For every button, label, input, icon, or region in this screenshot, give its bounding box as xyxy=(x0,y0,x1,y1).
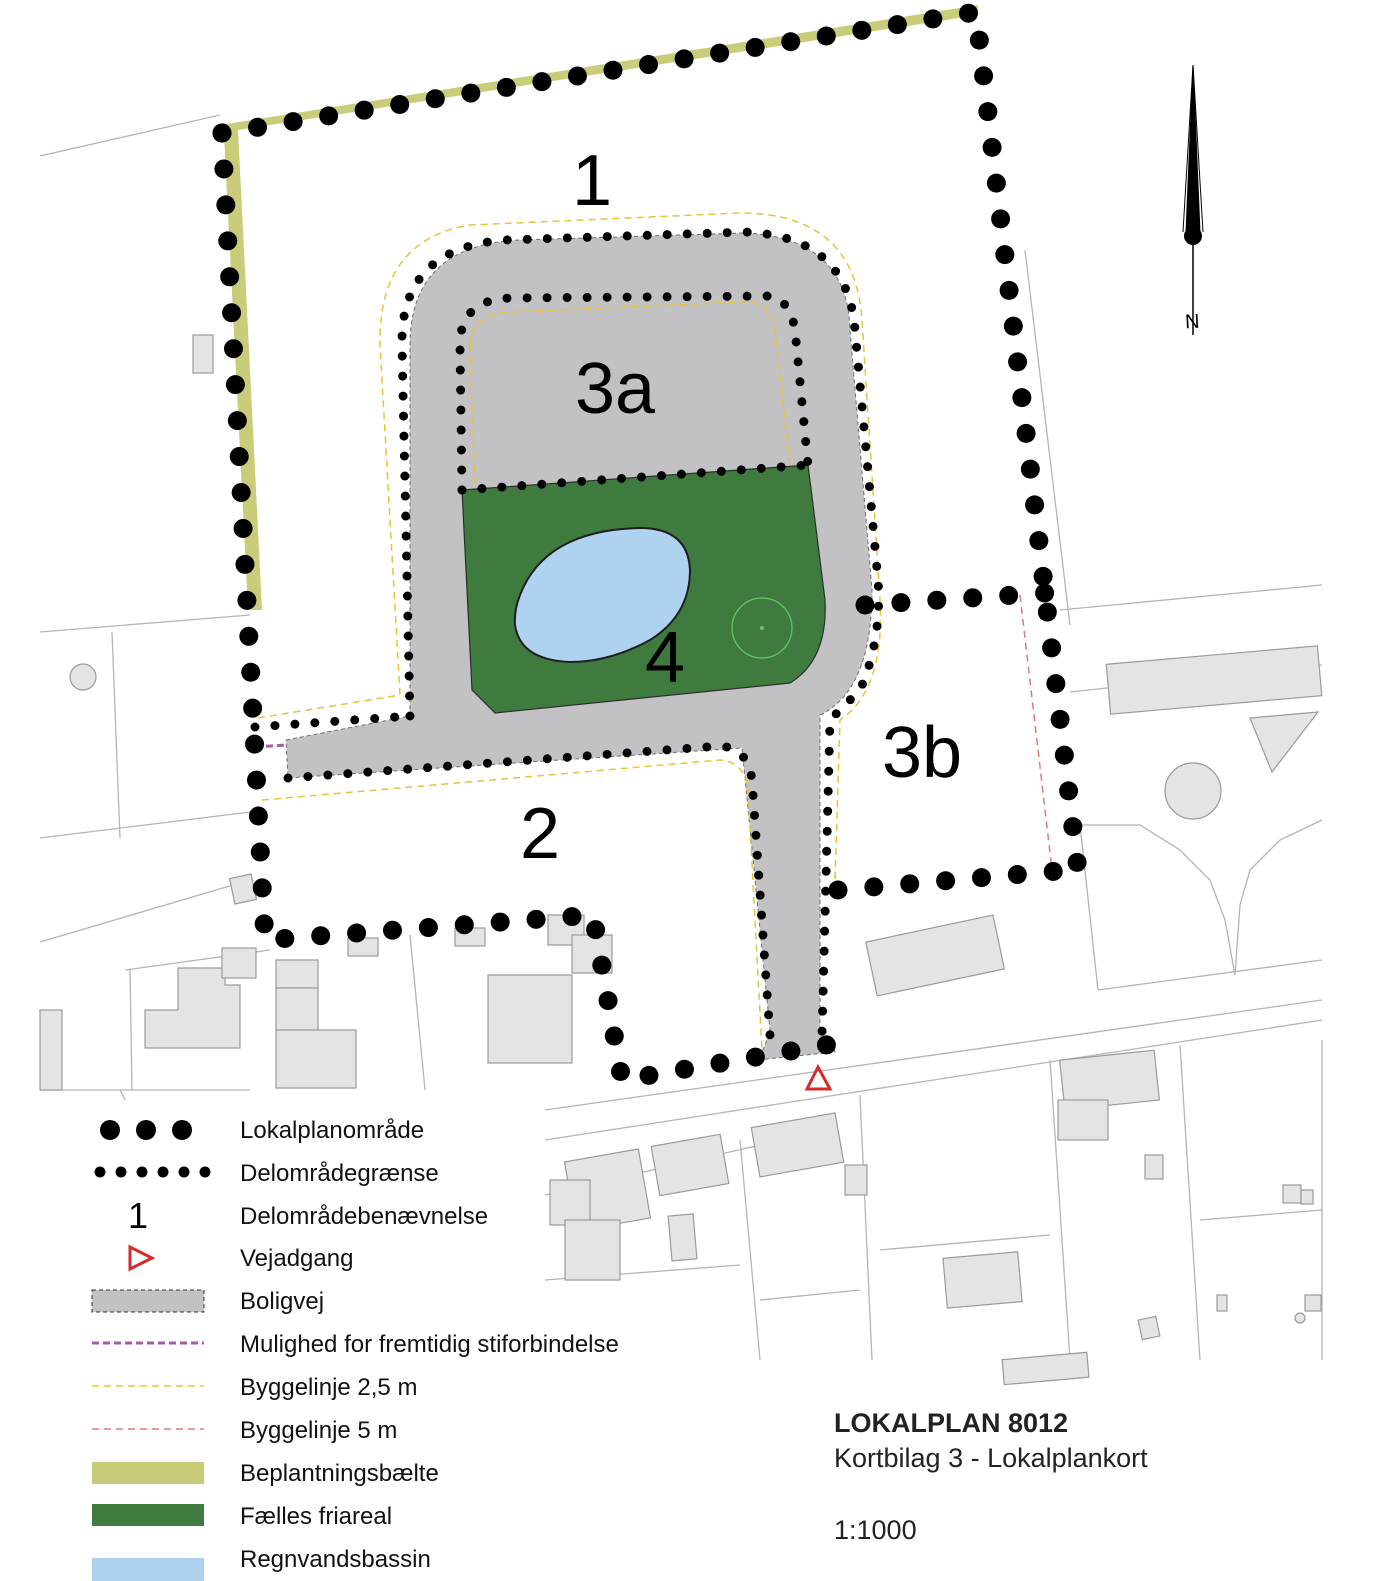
legend-symbol-sub-area-boundary xyxy=(95,1167,211,1178)
legend-label-road-access: Vejadgang xyxy=(240,1245,354,1272)
legend-label-local-plan-area: Lokalplanområde xyxy=(240,1117,425,1144)
area-label-3b: 3b xyxy=(881,713,963,793)
area-label-2: 2 xyxy=(519,794,561,874)
north-label: N xyxy=(1184,310,1201,334)
building-line-5m xyxy=(1020,595,1052,870)
legend-label-rainwater-basin: Regnvandsbassin xyxy=(240,1546,431,1573)
plan-title: LOKALPLAN 8012 xyxy=(834,1408,1069,1438)
legend-symbol-local-plan-area xyxy=(100,1120,192,1140)
title-block xyxy=(834,1408,1148,1545)
legend-symbol-planting-belt xyxy=(92,1462,204,1484)
legend-label-sub-area-boundary: Delområdegrænse xyxy=(240,1160,439,1187)
plan-scale: 1:1000 xyxy=(834,1515,917,1545)
legend-label-building-line-5m: Byggelinje 5 m xyxy=(240,1417,398,1444)
legend-symbol-road-access xyxy=(130,1247,152,1269)
legend-label-path-connection: Mulighed for fremtidig stiforbindelse xyxy=(240,1331,619,1358)
plan-subtitle: Kortbilag 3 - Lokalplankort xyxy=(834,1443,1148,1473)
legend-symbol-residential-road xyxy=(92,1290,204,1312)
legend-symbol-common-green xyxy=(92,1504,204,1526)
legend-label-common-green: Fælles friareal xyxy=(240,1503,393,1530)
legend-label-planting-belt: Beplantningsbælte xyxy=(240,1460,439,1487)
area-label-3a: 3a xyxy=(574,349,656,429)
legend-symbol-rainwater-basin xyxy=(92,1558,204,1581)
legend-label-sub-area-name: Delområdebenævnelse xyxy=(240,1203,489,1230)
legend xyxy=(92,1117,619,1581)
legend-label-residential-road: Boligvej xyxy=(240,1288,325,1315)
north-arrow-icon xyxy=(1183,65,1203,335)
area-label-4: 4 xyxy=(644,618,686,698)
legend-symbol-sub-area-name: 1 xyxy=(127,1195,149,1236)
area-label-1: 1 xyxy=(571,141,613,221)
legend-label-building-line-2-5m: Byggelinje 2,5 m xyxy=(240,1374,418,1401)
